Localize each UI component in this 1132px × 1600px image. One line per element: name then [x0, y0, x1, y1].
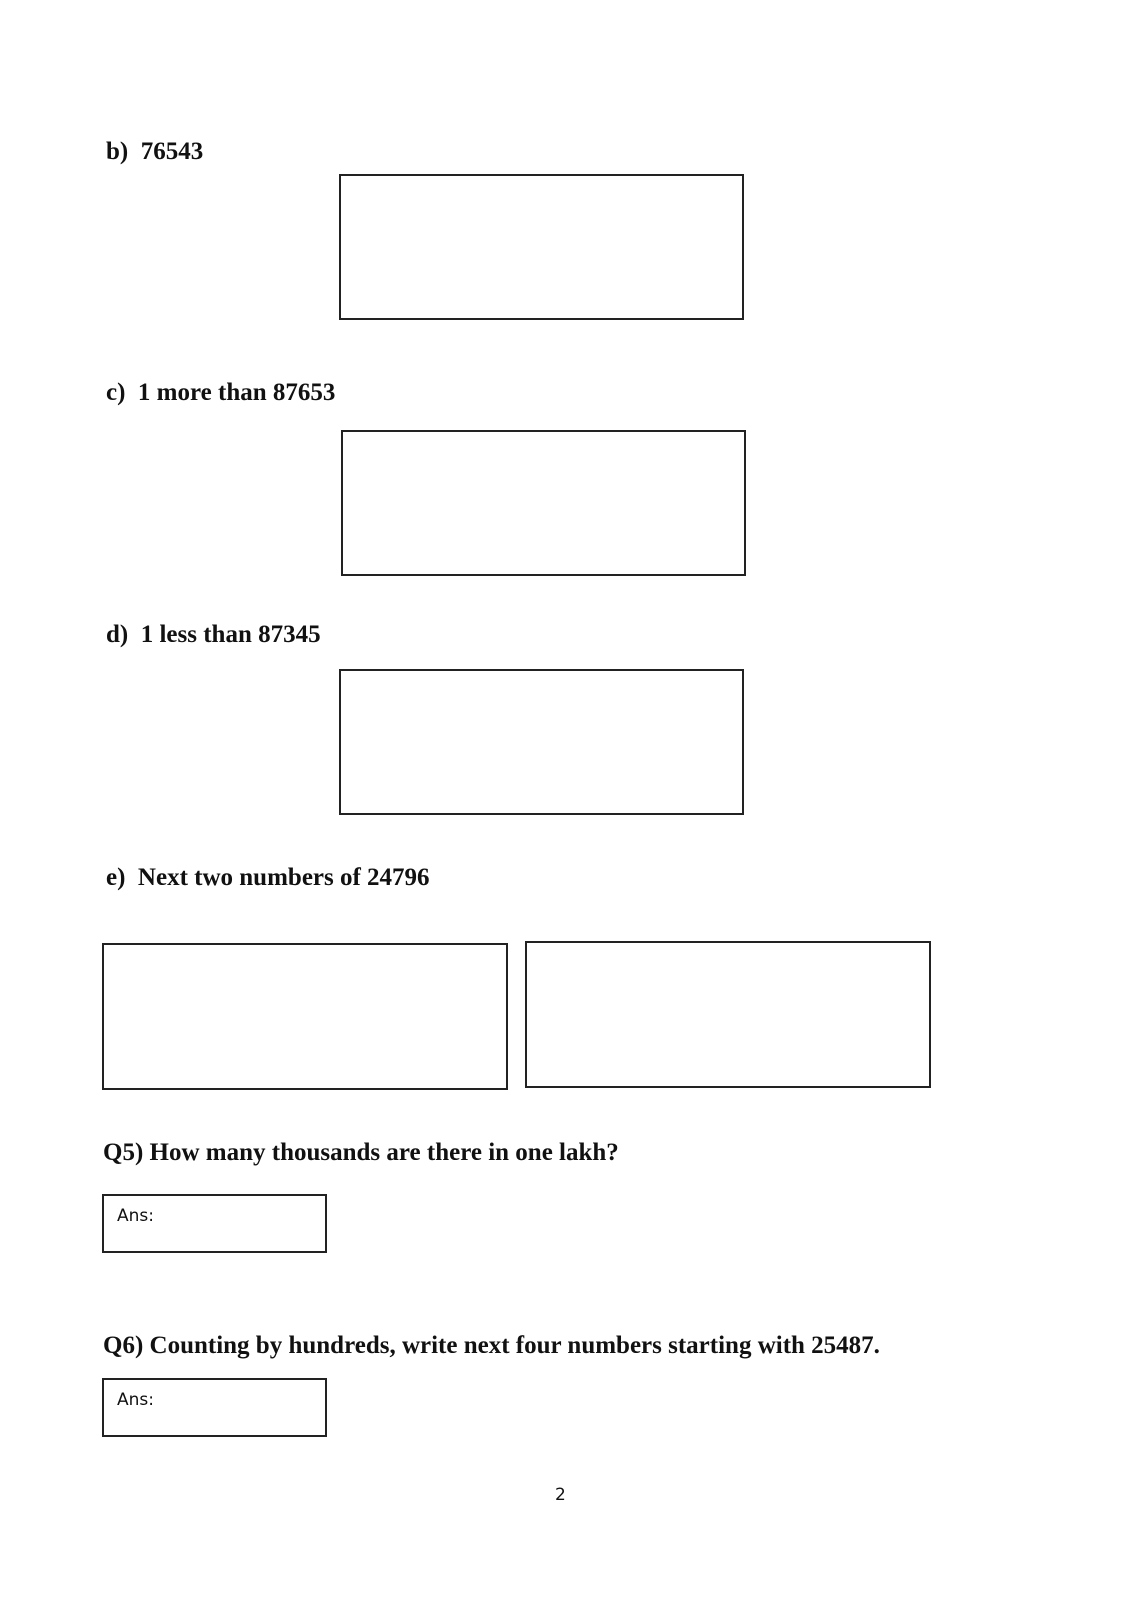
page-number: 2 — [555, 1485, 566, 1505]
answer-box-c[interactable] — [341, 430, 746, 576]
question-q5: Q5) How many thousands are there in one lakh? — [103, 1139, 619, 1166]
answer-label-q6: Ans: — [117, 1390, 154, 1410]
question-d — [106, 620, 321, 650]
question-d-text: 1 less than 87345 — [140, 621, 321, 648]
answer-box-b[interactable] — [339, 174, 744, 320]
answer-box-e-first[interactable] — [102, 943, 508, 1090]
question-c — [106, 378, 335, 408]
question-b-label: b) — [106, 138, 129, 165]
answer-field-q6[interactable] — [102, 1378, 327, 1437]
question-b — [106, 137, 203, 167]
answer-field-q5[interactable] — [102, 1194, 327, 1253]
answer-label-q5: Ans: — [117, 1206, 154, 1226]
question-c-text: 1 more than 87653 — [137, 379, 336, 406]
question-c-label: c) — [106, 379, 126, 406]
answer-box-e-second[interactable] — [525, 941, 931, 1088]
question-q6: Q6) Counting by hundreds, write next four numbers starting with 25487. — [103, 1332, 880, 1359]
answer-box-d[interactable] — [339, 669, 744, 815]
question-d-label: d) — [106, 621, 129, 648]
question-e — [106, 863, 430, 893]
question-e-label: e) — [106, 864, 126, 891]
question-b-text: 76543 — [140, 138, 204, 165]
question-e-text: Next two numbers of 24796 — [137, 864, 430, 891]
